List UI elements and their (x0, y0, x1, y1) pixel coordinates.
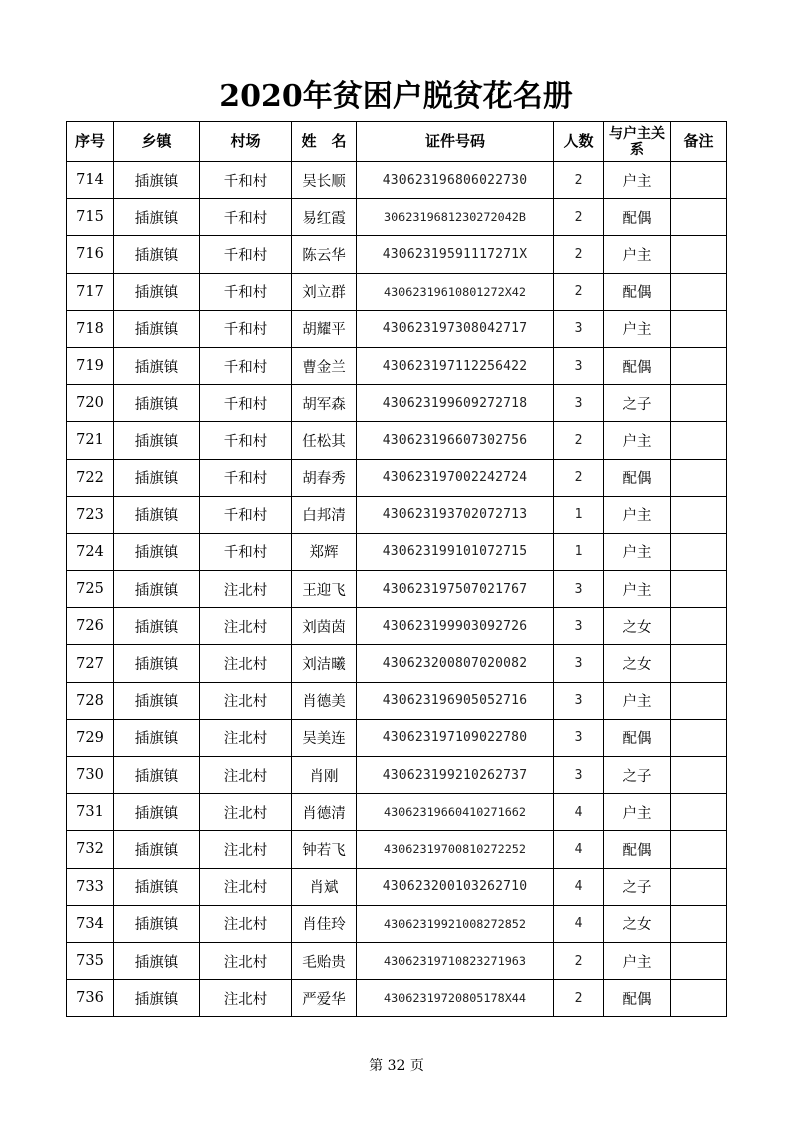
poverty-roster-table (66, 121, 727, 1017)
cell-note (671, 682, 727, 719)
cell-town: 插旗镇 (114, 831, 200, 868)
table-row (67, 794, 727, 831)
page-title: 2020年贫困户脱贫花名册 (219, 79, 573, 114)
cell-name: 肖佳玲 (292, 905, 357, 942)
cell-relation: 配偶 (604, 831, 671, 868)
cell-count: 1 (554, 496, 604, 533)
cell-relation: 之子 (604, 868, 671, 905)
cell-count: 4 (554, 868, 604, 905)
cell-note (671, 980, 727, 1017)
table-row (67, 719, 727, 756)
cell-count: 2 (554, 162, 604, 199)
cell-town: 插旗镇 (114, 980, 200, 1017)
cell-no: 723 (67, 496, 114, 533)
cell-relation: 户主 (604, 496, 671, 533)
cell-note (671, 831, 727, 868)
cell-relation: 配偶 (604, 980, 671, 1017)
cell-no: 724 (67, 533, 114, 570)
cell-id-number: 430623199609272718 (357, 385, 554, 422)
cell-name: 毛贻贵 (292, 942, 357, 979)
cell-name: 严爱华 (292, 980, 357, 1017)
cell-village: 注北村 (200, 757, 292, 794)
cell-note (671, 645, 727, 682)
col-header-count: 人数 (554, 122, 604, 162)
cell-relation: 户主 (604, 794, 671, 831)
cell-note (671, 757, 727, 794)
table-row (67, 162, 727, 199)
cell-no: 731 (67, 794, 114, 831)
cell-town: 插旗镇 (114, 719, 200, 756)
cell-town: 插旗镇 (114, 347, 200, 384)
cell-relation: 户主 (604, 942, 671, 979)
cell-relation: 之女 (604, 645, 671, 682)
cell-note (671, 719, 727, 756)
cell-id-number: 43062319720805178X44 (357, 980, 554, 1017)
cell-note (671, 496, 727, 533)
cell-note (671, 199, 727, 236)
cell-no: 736 (67, 980, 114, 1017)
cell-note (671, 942, 727, 979)
cell-relation: 配偶 (604, 199, 671, 236)
cell-count: 3 (554, 385, 604, 422)
cell-no: 728 (67, 682, 114, 719)
cell-town: 插旗镇 (114, 496, 200, 533)
cell-id-number: 430623196806022730 (357, 162, 554, 199)
cell-village: 注北村 (200, 905, 292, 942)
cell-count: 2 (554, 422, 604, 459)
cell-village: 注北村 (200, 942, 292, 979)
cell-note (671, 273, 727, 310)
cell-count: 2 (554, 942, 604, 979)
cell-id-number: 430623200103262710 (357, 868, 554, 905)
table-row (67, 459, 727, 496)
cell-no: 725 (67, 571, 114, 608)
cell-count: 3 (554, 645, 604, 682)
cell-name: 易红霞 (292, 199, 357, 236)
cell-village: 千和村 (200, 199, 292, 236)
table-row (67, 385, 727, 422)
cell-name: 白邦清 (292, 496, 357, 533)
table-row (67, 310, 727, 347)
header-row (67, 122, 727, 162)
cell-name: 曹金兰 (292, 347, 357, 384)
cell-id-number: 430623197308042717 (357, 310, 554, 347)
cell-id-number: 430623197507021767 (357, 571, 554, 608)
cell-id-number: 430623199101072715 (357, 533, 554, 570)
cell-count: 2 (554, 459, 604, 496)
cell-name: 胡春秀 (292, 459, 357, 496)
cell-village: 千和村 (200, 422, 292, 459)
col-header-village: 村场 (200, 122, 292, 162)
cell-name: 肖德清 (292, 794, 357, 831)
col-header-note: 备注 (671, 122, 727, 162)
cell-note (671, 422, 727, 459)
cell-count: 3 (554, 719, 604, 756)
cell-name: 肖德美 (292, 682, 357, 719)
cell-no: 735 (67, 942, 114, 979)
cell-note (671, 385, 727, 422)
col-header-no: 序号 (67, 122, 114, 162)
cell-village: 注北村 (200, 682, 292, 719)
cell-relation: 配偶 (604, 719, 671, 756)
cell-village: 注北村 (200, 831, 292, 868)
cell-count: 2 (554, 980, 604, 1017)
cell-relation: 之子 (604, 385, 671, 422)
cell-note (671, 236, 727, 273)
cell-village: 千和村 (200, 459, 292, 496)
cell-town: 插旗镇 (114, 199, 200, 236)
cell-town: 插旗镇 (114, 422, 200, 459)
cell-id-number: 430623197112256422 (357, 347, 554, 384)
table-row (67, 496, 727, 533)
cell-count: 3 (554, 757, 604, 794)
cell-no: 721 (67, 422, 114, 459)
cell-relation: 配偶 (604, 347, 671, 384)
cell-village: 千和村 (200, 533, 292, 570)
cell-name: 胡军森 (292, 385, 357, 422)
cell-name: 刘立群 (292, 273, 357, 310)
cell-village: 千和村 (200, 496, 292, 533)
cell-village: 千和村 (200, 347, 292, 384)
cell-name: 刘洁曦 (292, 645, 357, 682)
cell-name: 肖刚 (292, 757, 357, 794)
cell-id-number: 43062319610801272X42 (357, 273, 554, 310)
cell-id-number: 430623199210262737 (357, 757, 554, 794)
table-row (67, 757, 727, 794)
cell-relation: 之女 (604, 608, 671, 645)
cell-no: 714 (67, 162, 114, 199)
cell-name: 钟若飞 (292, 831, 357, 868)
cell-town: 插旗镇 (114, 459, 200, 496)
cell-town: 插旗镇 (114, 162, 200, 199)
cell-village: 注北村 (200, 608, 292, 645)
cell-village: 注北村 (200, 794, 292, 831)
cell-village: 注北村 (200, 980, 292, 1017)
cell-id-number: 43062319591117271X (357, 236, 554, 273)
cell-name: 肖斌 (292, 868, 357, 905)
cell-town: 插旗镇 (114, 794, 200, 831)
cell-village: 千和村 (200, 162, 292, 199)
table-row (67, 608, 727, 645)
cell-village: 注北村 (200, 868, 292, 905)
cell-town: 插旗镇 (114, 236, 200, 273)
cell-id-number: 43062319710823271963 (357, 942, 554, 979)
cell-no: 719 (67, 347, 114, 384)
cell-town: 插旗镇 (114, 905, 200, 942)
table-row (67, 682, 727, 719)
table-row (67, 347, 727, 384)
cell-note (671, 310, 727, 347)
cell-no: 730 (67, 757, 114, 794)
table-row (67, 199, 727, 236)
page-number: 第 32 页 (369, 1058, 424, 1074)
cell-town: 插旗镇 (114, 682, 200, 719)
cell-no: 727 (67, 645, 114, 682)
cell-count: 2 (554, 199, 604, 236)
cell-name: 吴美连 (292, 719, 357, 756)
cell-note (671, 347, 727, 384)
cell-no: 722 (67, 459, 114, 496)
cell-name: 任松其 (292, 422, 357, 459)
cell-town: 插旗镇 (114, 385, 200, 422)
cell-no: 733 (67, 868, 114, 905)
cell-id-number: 430623196905052716 (357, 682, 554, 719)
cell-relation: 户主 (604, 571, 671, 608)
table-row (67, 533, 727, 570)
cell-village: 注北村 (200, 719, 292, 756)
cell-relation: 户主 (604, 162, 671, 199)
table-row (67, 868, 727, 905)
table-row (67, 980, 727, 1017)
cell-count: 3 (554, 571, 604, 608)
cell-no: 726 (67, 608, 114, 645)
col-header-relation: 与户主关系 (604, 122, 671, 162)
cell-relation: 之子 (604, 757, 671, 794)
cell-relation: 户主 (604, 422, 671, 459)
cell-town: 插旗镇 (114, 942, 200, 979)
cell-id-number: 43062319921008272852 (357, 905, 554, 942)
cell-name: 胡耀平 (292, 310, 357, 347)
table-row (67, 645, 727, 682)
cell-id-number: 430623200807020082 (357, 645, 554, 682)
cell-id-number: 430623196607302756 (357, 422, 554, 459)
cell-no: 716 (67, 236, 114, 273)
cell-count: 3 (554, 682, 604, 719)
cell-no: 720 (67, 385, 114, 422)
cell-relation: 户主 (604, 310, 671, 347)
cell-name: 陈云华 (292, 236, 357, 273)
cell-note (671, 868, 727, 905)
cell-id-number: 430623197109022780 (357, 719, 554, 756)
cell-relation: 配偶 (604, 459, 671, 496)
col-header-id-number: 证件号码 (357, 122, 554, 162)
cell-town: 插旗镇 (114, 533, 200, 570)
cell-relation: 配偶 (604, 273, 671, 310)
table-body (67, 162, 727, 1017)
cell-name: 刘茵茵 (292, 608, 357, 645)
table-row (67, 571, 727, 608)
cell-relation: 户主 (604, 236, 671, 273)
cell-count: 4 (554, 794, 604, 831)
cell-town: 插旗镇 (114, 273, 200, 310)
cell-id-number: 430623199903092726 (357, 608, 554, 645)
table-row (67, 422, 727, 459)
cell-village: 注北村 (200, 645, 292, 682)
cell-no: 732 (67, 831, 114, 868)
table-row (67, 831, 727, 868)
cell-id-number: 430623197002242724 (357, 459, 554, 496)
cell-name: 王迎飞 (292, 571, 357, 608)
cell-note (671, 533, 727, 570)
cell-note (671, 571, 727, 608)
cell-no: 717 (67, 273, 114, 310)
cell-count: 2 (554, 273, 604, 310)
cell-village: 注北村 (200, 571, 292, 608)
cell-name: 郑辉 (292, 533, 357, 570)
table-row (67, 942, 727, 979)
cell-town: 插旗镇 (114, 571, 200, 608)
cell-note (671, 162, 727, 199)
cell-note (671, 459, 727, 496)
cell-id-number: 43062319700810272252 (357, 831, 554, 868)
cell-village: 千和村 (200, 273, 292, 310)
cell-count: 3 (554, 310, 604, 347)
table-row (67, 905, 727, 942)
cell-count: 2 (554, 236, 604, 273)
cell-count: 4 (554, 905, 604, 942)
cell-town: 插旗镇 (114, 310, 200, 347)
cell-count: 3 (554, 608, 604, 645)
cell-name: 吴长顺 (292, 162, 357, 199)
cell-no: 734 (67, 905, 114, 942)
cell-no: 715 (67, 199, 114, 236)
col-header-town: 乡镇 (114, 122, 200, 162)
cell-count: 4 (554, 831, 604, 868)
cell-note (671, 794, 727, 831)
table-row (67, 236, 727, 273)
cell-town: 插旗镇 (114, 757, 200, 794)
cell-relation: 户主 (604, 533, 671, 570)
cell-id-number: 306231968123027204​2B (357, 199, 554, 236)
cell-town: 插旗镇 (114, 608, 200, 645)
cell-village: 千和村 (200, 385, 292, 422)
cell-note (671, 608, 727, 645)
cell-count: 3 (554, 347, 604, 384)
cell-town: 插旗镇 (114, 645, 200, 682)
cell-relation: 之女 (604, 905, 671, 942)
cell-relation: 户主 (604, 682, 671, 719)
table-row (67, 273, 727, 310)
cell-village: 千和村 (200, 310, 292, 347)
cell-village: 千和村 (200, 236, 292, 273)
cell-note (671, 905, 727, 942)
cell-count: 1 (554, 533, 604, 570)
cell-town: 插旗镇 (114, 868, 200, 905)
cell-no: 729 (67, 719, 114, 756)
cell-id-number: 430623193702072713 (357, 496, 554, 533)
col-header-name: 姓 名 (292, 122, 357, 162)
cell-no: 718 (67, 310, 114, 347)
cell-id-number: 43062319660410271662 (357, 794, 554, 831)
